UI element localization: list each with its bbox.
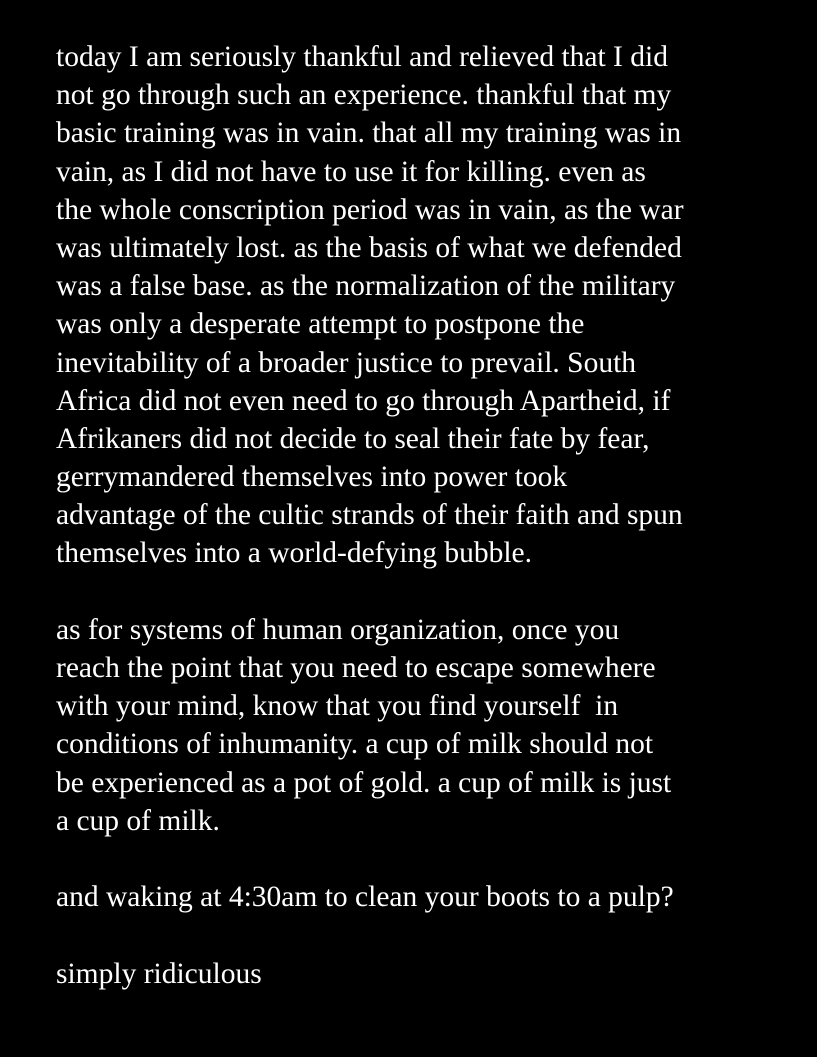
paragraph-gap [56,840,796,878]
text-line: not go through such an experience. thankful that my [56,79,672,112]
document-text [56,38,796,993]
paragraph-gap [56,916,796,954]
text-line: gerrymandered themselves into power took [56,461,568,494]
text-line: advantage of the cultic strands of their faith and spun [56,499,683,532]
text-line: with your mind, know that you find yourself in [56,690,619,723]
text-line: Afrikaners did not decide to seal their fate by fear, [56,422,650,455]
text-line: the whole conscription period was in vain, as the war [56,193,684,226]
text-line: as for systems of human organization, once you [56,613,620,646]
paragraph-gap [56,573,796,611]
text-line: basic training was in vain. that all my training was in [56,117,682,150]
text-line: inevitability of a broader justice to prevail. South [56,346,637,379]
text-line: was only a desperate attempt to postpone the [56,308,585,341]
text-line: reach the point that you need to escape somewhere [56,652,656,684]
paragraph-1 [56,38,796,573]
paragraph-4 [56,955,796,993]
text-line: was a false base. as the normalization of the military [56,270,676,303]
paragraph-2 [56,611,796,840]
text-line: a cup of milk. [56,804,220,837]
text-line: and waking at 4:30am to clean your boots to a pulp? [56,881,674,914]
paragraph-3 [56,878,796,916]
text-line: was ultimately lost. as the basis of what we defended [56,231,682,264]
text-line: be experienced as a pot of gold. a cup of milk is just [56,766,672,799]
text-line: themselves into a world-defying bubble. [56,537,532,570]
text-line: conditions of inhumanity. a cup of milk should not [56,728,654,761]
text-line: Africa did not even need to go through Apartheid, if [56,384,671,417]
text-line: vain, as I did not have to use it for killing. even as [56,155,646,188]
text-line: today I am seriously thankful and relieved that I did [56,41,668,73]
text-line: simply ridiculous [56,957,262,990]
